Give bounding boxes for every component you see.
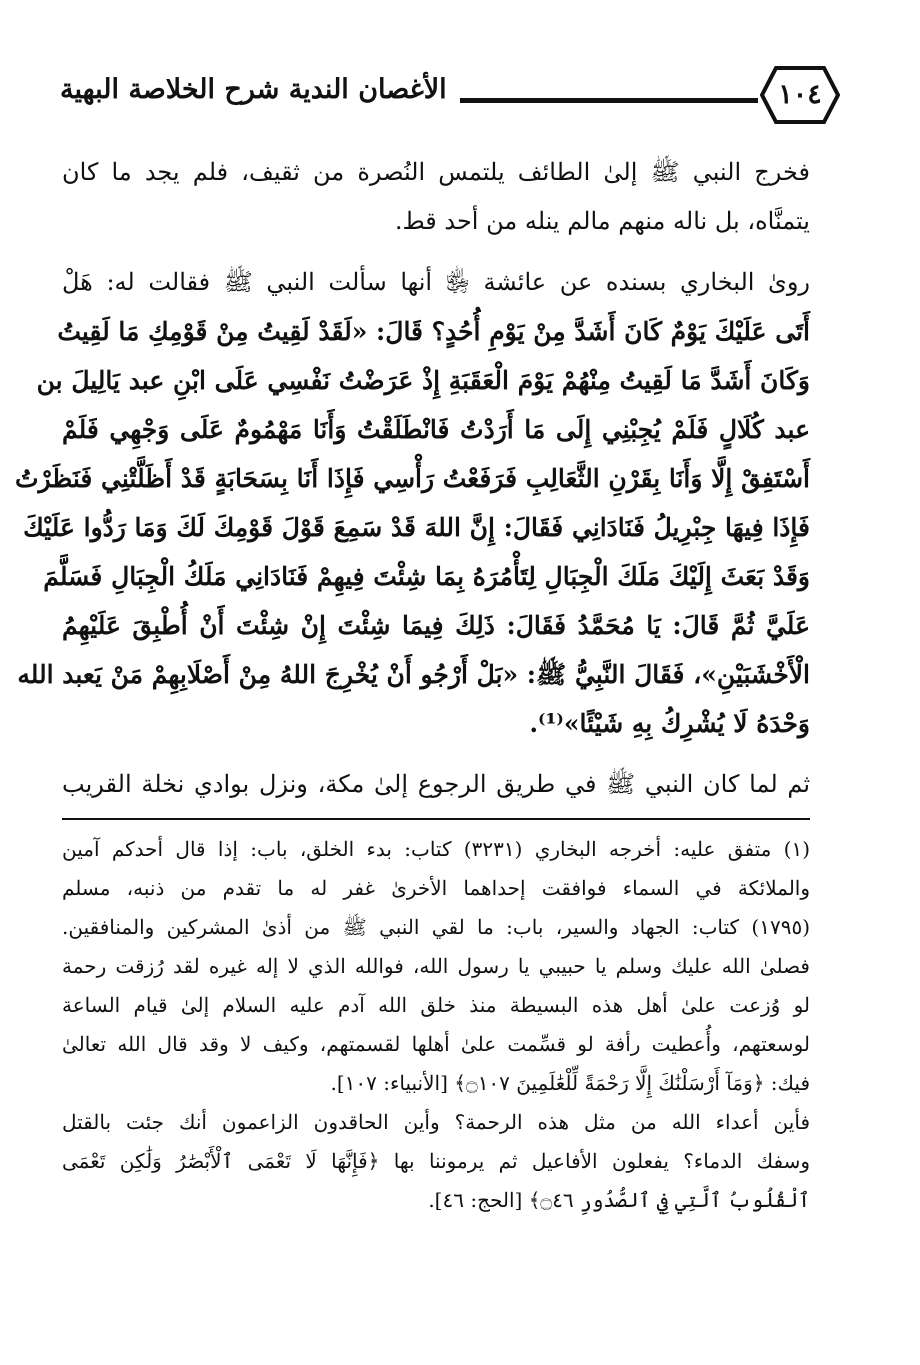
footnote-line: لو وُزعت علىٰ أهل هذه البسيطة منذ خلق الله آدم عليه السلام إلىٰ قيام الساعة	[62, 993, 810, 1017]
footnote-line: ٱلْقُلُوبُ ٱلَّتِي فِي ٱلصُّدُورِ ۝٤٦﴾ [الحج: ٤٦].	[428, 1188, 810, 1212]
hadith-line: فَإِذَا فِيهَا جِبْرِيلُ فَنَادَانِي فَقَالَ: إِنَّ اللهَ قَدْ سَمِعَ قَوْلَ قَوْمِكَ لَكَ وَمَا رَدُّوا عَلَيْكَ	[23, 513, 810, 542]
hadith-line: الْأَخْشَبَيْنِ»، فَقَالَ النَّبِيُّ ﷺ: «بَلْ أَرْجُو أَنْ يُخْرِجَ اللهُ مِنْ أَصْلَابِهِمْ مَنْ يَعبد الله	[17, 660, 810, 689]
text-line: ثم لما كان النبي ﷺ في طريق الرجوع إلىٰ مكة، ونزل بوادي نخلة القريب	[62, 770, 810, 798]
paragraph-hadith	[15, 258, 810, 748]
hadith-line: وَقَدْ بَعَثَ إِلَيْكَ مَلَكَ الْجِبَالِ لِتَأْمُرَهُ بِمَا شِئْتَ فِيهِمْ فَنَادَانِي مَلَكُ الْجِبَالِ فَسَلَّمَ	[43, 562, 810, 591]
hadith-text	[15, 307, 810, 748]
page-number-badge	[760, 64, 840, 126]
hadith-line: وَكَانَ أَشَدَّ مَا لَقِيتُ مِنْهُمْ يَوْمَ الْعَقَبَةِ إِذْ عَرَضْتُ نَفْسِي عَلَى ابْنِ عبد يَالِيلَ بن	[36, 366, 810, 395]
running-header	[60, 60, 840, 130]
paragraph-return	[62, 760, 810, 809]
hadith-line: عَلَيَّ ثُمَّ قَالَ: يَا مُحَمَّدُ فَقَالَ: ذَلِكَ فِيمَا شِئْتَ إِنْ شِئْتَ أَنْ أُطْبِقَ عَلَيْهِمُ	[62, 611, 810, 640]
text-line: يتمنَّاه، بل ناله منهم مالم ينله من أحد قط.	[394, 207, 810, 235]
footnote-line: (١) متفق عليه: أخرجه البخاري (٣٢٣١) كتاب: بدء الخلق، باب: إذا قال أحدكم آمين	[62, 837, 811, 861]
text-line: فخرج النبي ﷺ إلىٰ الطائف يلتمس النُصرة من ثقيف، فلم يجد ما كان	[62, 158, 810, 186]
footnotes	[62, 830, 810, 1220]
book-title: الأغصان الندية شرح الخلاصة البهية	[60, 74, 447, 105]
page-number: ١٠٤	[778, 79, 822, 110]
footnote-line: وسفك الدماء؟ يفعلون الأفاعيل ثم يرموننا بها ﴿فَإِنَّهَا لَا تَعْمَى ٱلْأَبْصَٰرُ وَلَٰكِن تَعْمَى	[62, 1149, 810, 1173]
footnote-line: فصلىٰ الله عليك وسلم يا حبيبي يا رسول الله، فوالله الذي لا إله غيره لقد رُزقت رحمة	[62, 954, 810, 978]
hadith-line: عبد كُلَالٍ فَلَمْ يُجِبْنِي إِلَى مَا أَرَدْتُ فَانْطَلَقْتُ وَأَنَا مَهْمُومٌ عَلَى وَجْهِي فَلَمْ	[62, 415, 810, 444]
footnote-line: فيك: ﴿وَمَآ أَرْسَلْنَٰكَ إِلَّا رَحْمَةً لِّلْعَٰلَمِينَ ۝١٠٧﴾ [الأنبياء: ١٠٧].	[330, 1071, 810, 1095]
hadith-line: أَسْتَفِقْ إِلَّا وَأَنَا بِقَرْنِ الثَّعَالِبِ فَرَفَعْتُ رَأْسِي فَإِذَا أَنَا بِسَحَابَةٍ قَدْ أَظَلَّتْنِي فَنَظَرْتُ	[15, 464, 810, 493]
footnote-line: لوسعتهم، وأُعطيت رأفة لو قسِّمت علىٰ أهلها لقسمتهم، وكيف لا وقد قال الله تعالىٰ	[62, 1032, 810, 1056]
paragraph-taif	[62, 148, 810, 246]
hadith-line: وَحْدَهُ لَا يُشْرِكُ بِهِ شَيْئًا»⁽¹⁾.	[529, 709, 810, 738]
main-text	[15, 148, 810, 821]
footnote-separator	[62, 818, 810, 820]
footnote-line: (١٧٩٥) كتاب: الجهاد والسير، باب: ما لقي النبي ﷺ من أذىٰ المشركين والمنافقين.	[62, 915, 810, 939]
footnote-line: فأين أعداء الله من مثل هذه الرحمة؟ وأين الحاقدون الزاعمون أنك جئت بالقتل	[62, 1110, 810, 1134]
header-rule	[460, 98, 758, 103]
text-line: روىٰ البخاري بسنده عن عائشة ﵂ أنها سألت النبي ﷺ فقالت له: هَلْ	[62, 268, 810, 296]
hadith-line: أَتَى عَلَيْكَ يَوْمٌ كَانَ أَشَدَّ مِنْ يَوْمِ أُحُدٍ؟ قَالَ: «لَقَدْ لَقِيتُ مِنْ قَوْمِكِ مَا لَقِيتُ	[57, 317, 810, 346]
footnote-line: والملائكة في السماء فوافقت إحداهما الأخرىٰ غفر له ما تقدم من ذنبه، مسلم	[62, 876, 810, 900]
